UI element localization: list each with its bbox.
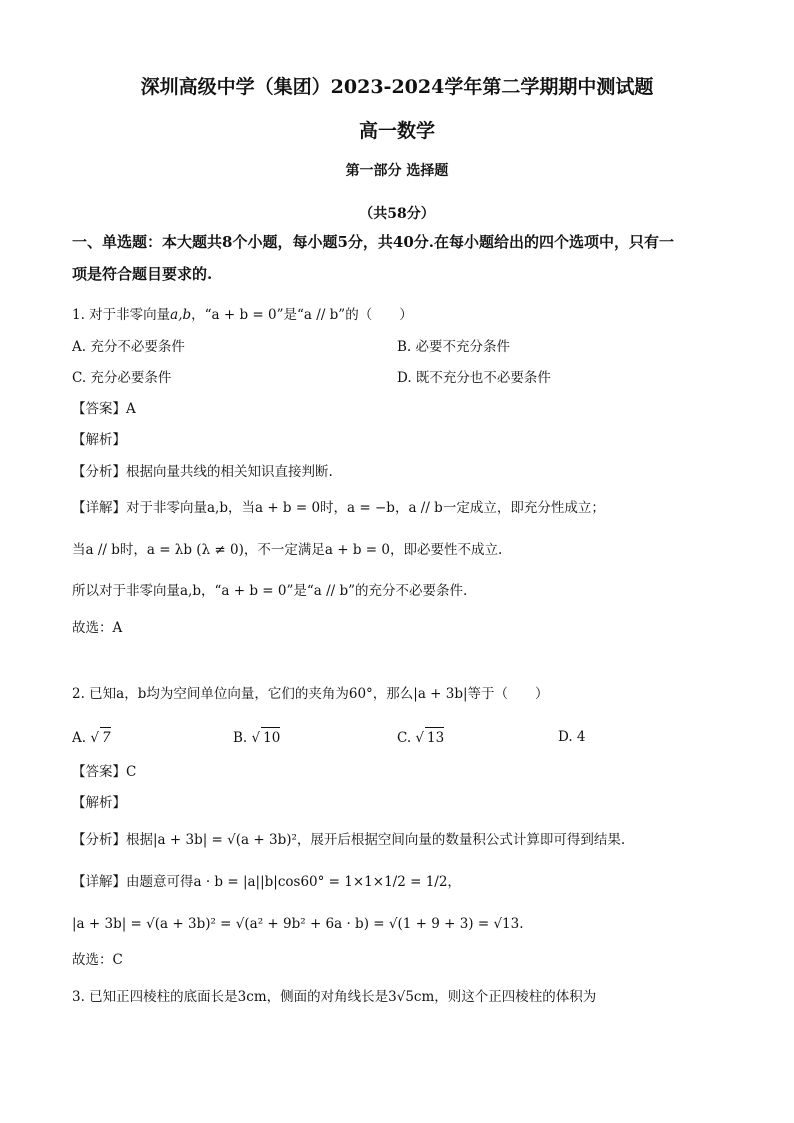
q2-option-b-value: 10 (261, 727, 280, 748)
q2-fenxi: 【分析】根据|a + 3b| = √(a + 3b)²，展开后根据空间向量的数量积公式计算即可得到结果. (72, 832, 626, 848)
q2-answer: 【答案】C (72, 764, 137, 780)
section-instruction-line2: 项是符合题目要求的. (72, 265, 213, 283)
q2-stem: 2. 已知a，b均为空间单位向量，它们的夹角为60°，那么|a + 3b|等于（ ） (72, 686, 549, 702)
q3-stem: 3. 已知正四棱柱的底面长是3cm，侧面的对角线长是3√5cm，则这个正四棱柱的体积为 (72, 989, 597, 1005)
q1-option-a: A. 充分不必要条件 (72, 339, 185, 355)
q2-option-d: D. 4 (558, 729, 586, 745)
q1-analysis-tag: 【解析】 (72, 432, 126, 448)
q1-stem (72, 305, 413, 325)
q2-option-a-value: 7 (100, 727, 111, 748)
q1-choice: 故选：A (72, 620, 123, 636)
exam-title: 深圳高级中学（集团）2023-2024学年第二学期期中测试题 (140, 76, 654, 98)
subject-title: 高一数学 (358, 120, 435, 142)
q1-stem-prefix: 1. 对于非零向量 (72, 307, 171, 323)
q2-option-c-label: C. (397, 730, 412, 746)
q1-fenxi: 【分析】根据向量共线的相关知识直接判断. (72, 464, 333, 480)
q1-detail-1: 【详解】对于非零向量a,b，当a + b = 0时，a = −b，a // b一定成立，即充分性成立； (72, 500, 605, 516)
q2-detail-1: 【详解】由题意可得a · b = |a||b|cos60° = 1×1×1/2 = 1/2， (72, 874, 461, 890)
q1-option-b: B. 必要不充分条件 (397, 339, 511, 355)
score-note: （共58分） (359, 206, 435, 222)
q1-option-c: C. 充分必要条件 (72, 370, 172, 386)
section-instruction-line1: 一、单选题：本大题共8个小题，每小题5分，共40分.在每小题给出的四个选项中，只有一 (72, 233, 674, 251)
q2-option-c-value: 13 (425, 727, 444, 748)
q1-detail-2: 当a // b时，a = λb (λ ≠ 0)，不一定满足a + b = 0，即必要性不成立. (72, 542, 503, 558)
q1-option-d: D. 既不充分也不必要条件 (397, 370, 551, 386)
q2-choice: 故选：C (72, 952, 123, 968)
q2-option-b: B. √ 10 (233, 727, 280, 748)
q1-detail-3: 所以对于非零向量a,b，“a + b = 0”是“a // b”的充分不必要条件. (72, 583, 468, 599)
q1-answer: 【答案】A (72, 401, 136, 417)
q1-stem-vectors: a,b (170, 307, 192, 323)
q2-option-a: A. √ 7 (72, 727, 111, 748)
q2-detail-2: |a + 3b| = √(a + 3b)² = √(a² + 9b² + 6a · b) = √(1 + 9 + 3) = √13. (72, 916, 524, 932)
q2-analysis-tag: 【解析】 (72, 795, 126, 811)
part-title: 第一部分 选择题 (345, 163, 449, 179)
q2-option-c: C. √ 13 (397, 727, 444, 748)
q2-option-b-label: B. (233, 730, 248, 746)
q1-stem-rest: ，“a + b = 0”是“a // b”的（ ） (191, 307, 413, 323)
q2-option-a-label: A. (72, 730, 87, 746)
